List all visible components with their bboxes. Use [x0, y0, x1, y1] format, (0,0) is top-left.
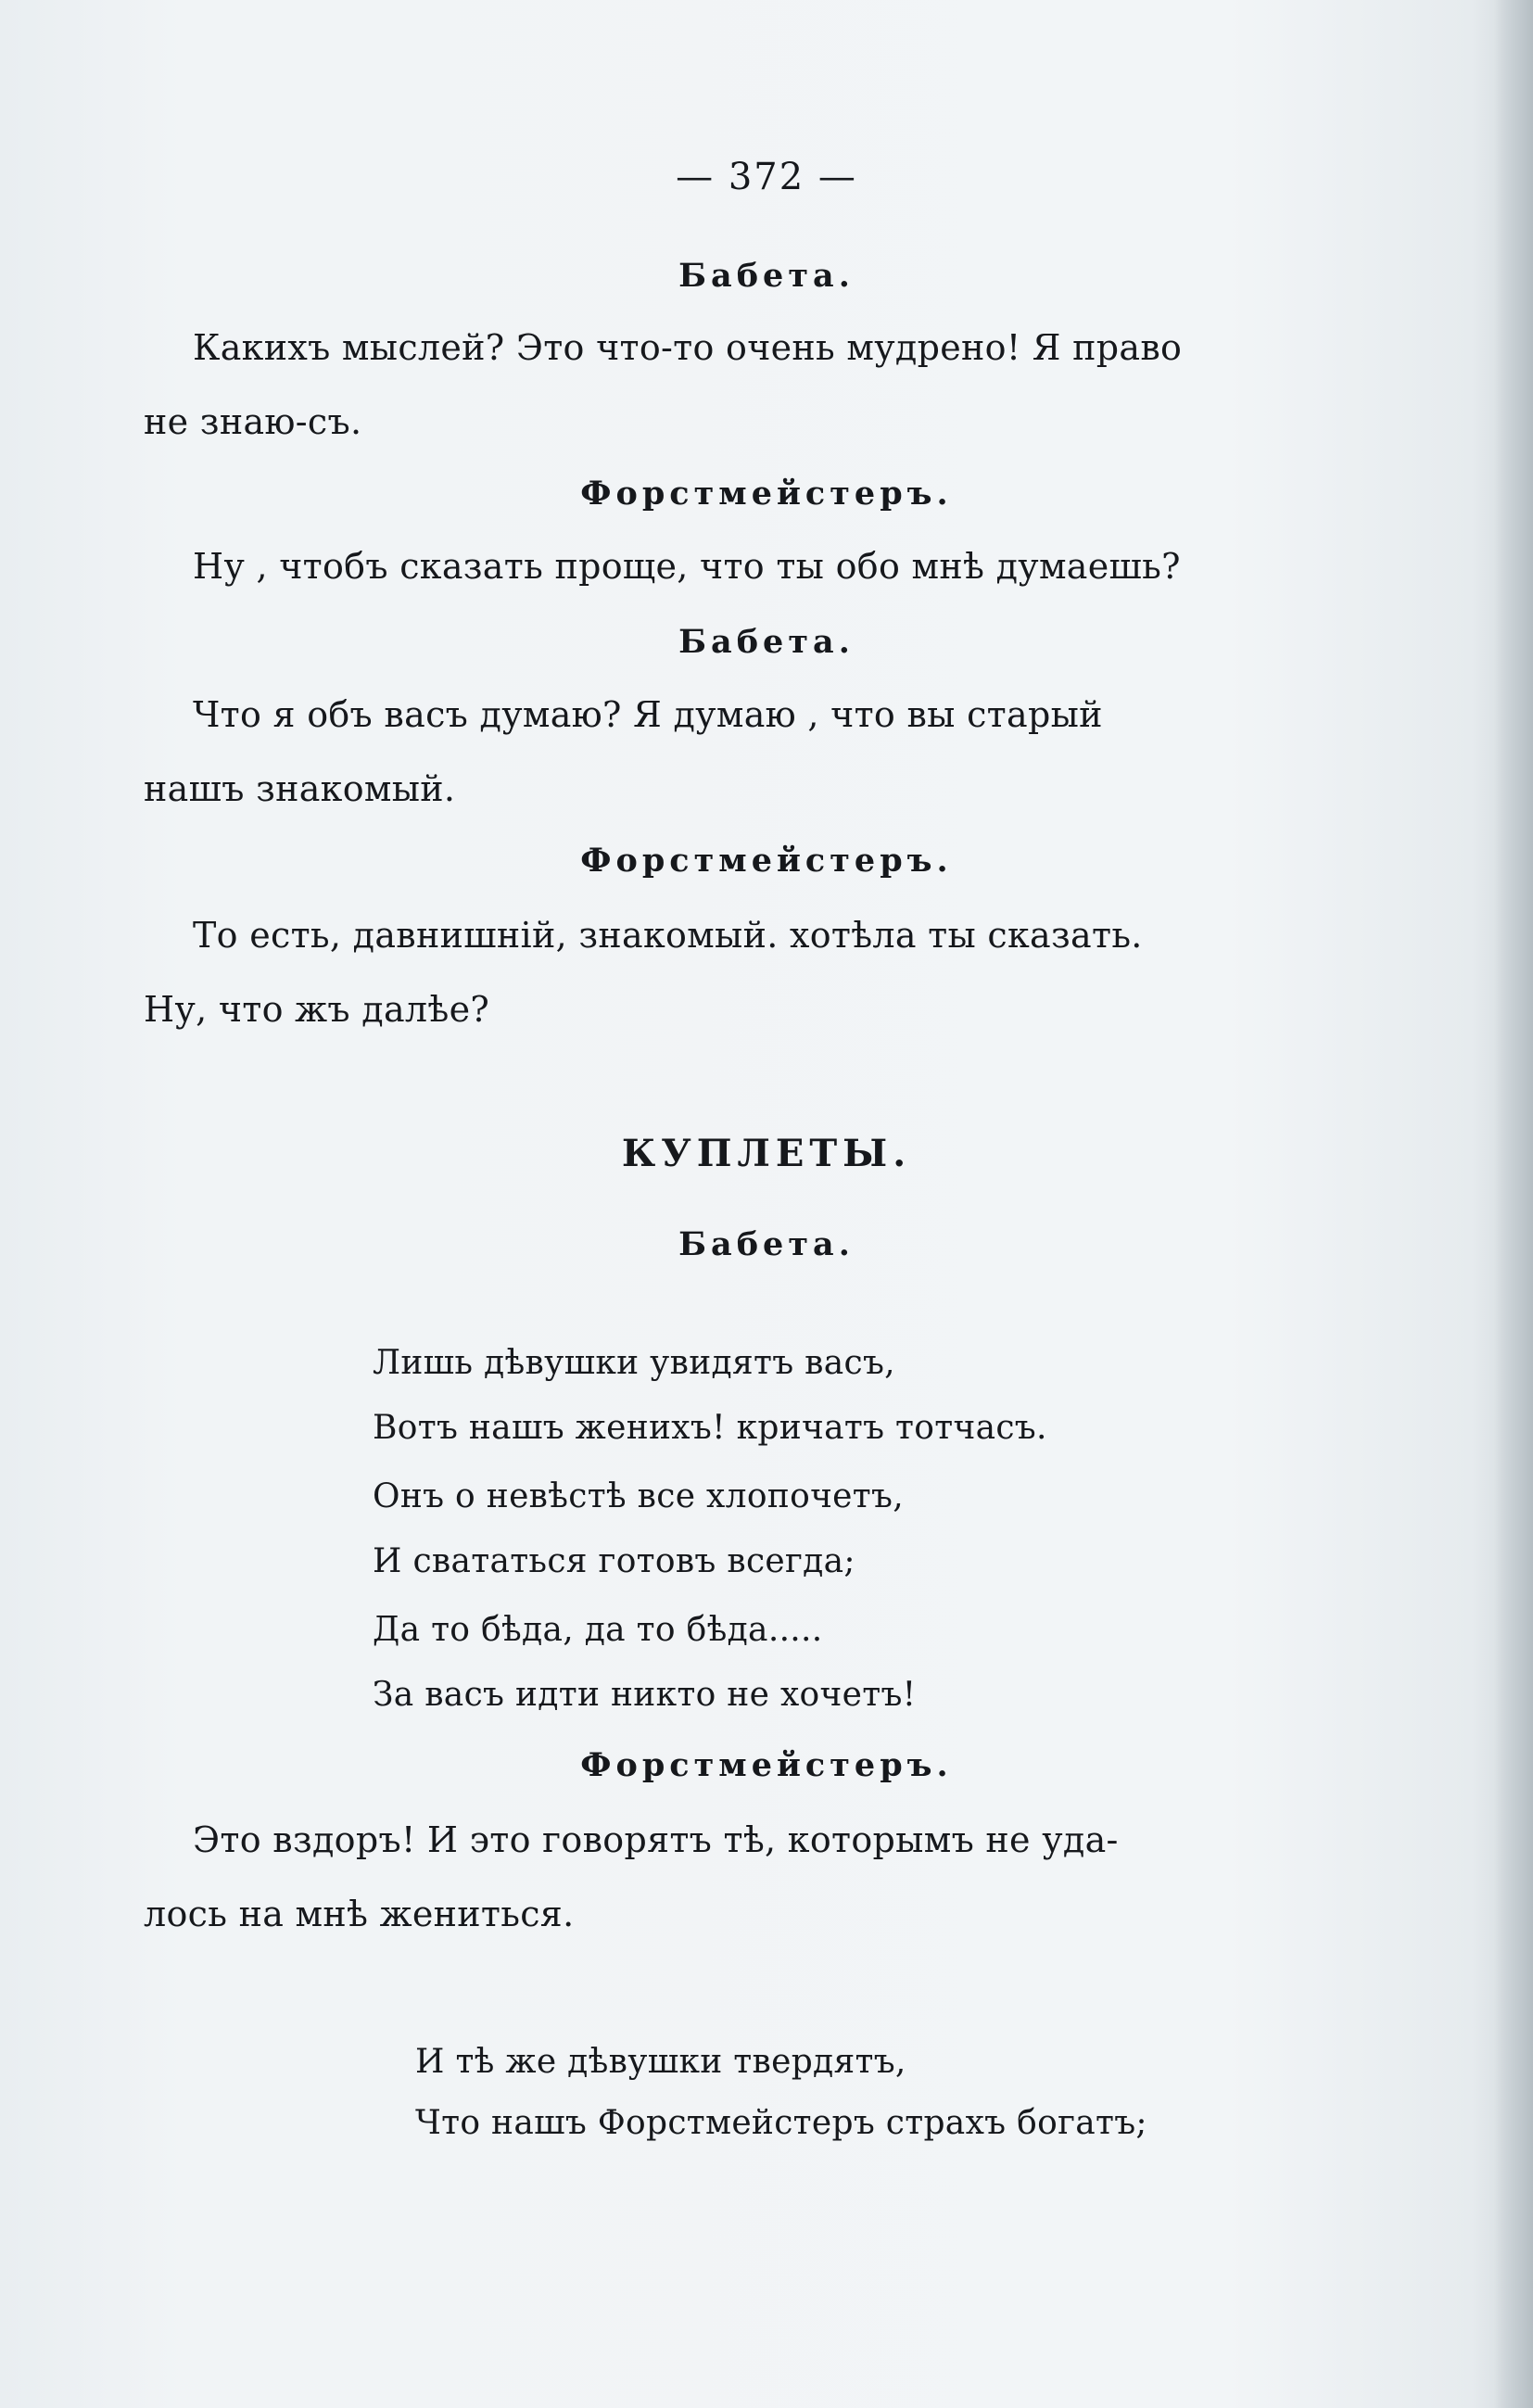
dialogue-line: Ну, что жъ далѣе?: [144, 989, 490, 1030]
page-edge-shadow: [1494, 0, 1533, 2408]
speaker-label: Форстмейстеръ.: [580, 475, 953, 513]
verse-line: И тѣ же дѣвушки твердятъ,: [415, 2043, 906, 2081]
verse-line: За васъ идти никто не хочетъ!: [373, 1676, 917, 1714]
speaker-label: Бабета.: [678, 1225, 855, 1263]
verse-line: Что нашъ Форстмейстеръ страхъ богатъ;: [415, 2104, 1147, 2142]
speaker-label: Бабета.: [678, 623, 855, 661]
verse-line: Онъ о невѣстѣ все хлопочетъ,: [373, 1477, 904, 1515]
dialogue-line: нашъ знакомый.: [144, 768, 456, 809]
section-title: КУПЛЕТЫ.: [621, 1132, 912, 1175]
page-number: — 372 —: [676, 156, 857, 198]
verse-line: И свататься готовъ всегда;: [373, 1542, 855, 1580]
verse-line: Да то бѣда, да то бѣда.....: [373, 1611, 823, 1649]
dialogue-line: То есть, давнишній, знакомый. хотѣла ты сказать.: [193, 915, 1143, 956]
dialogue-line: Какихъ мыслей? Это что-то очень мудрено! Я право: [193, 327, 1183, 368]
dialogue-line: не знаю-съ.: [144, 401, 362, 442]
verse-line: Вотъ нашъ женихъ! кричатъ тотчасъ.: [373, 1409, 1047, 1447]
dialogue-line: Что я объ васъ думаю? Я думаю , что вы старый: [193, 694, 1103, 735]
dialogue-line: Ну , чтобъ сказать проще, что ты обо мнѣ думаешь?: [193, 546, 1181, 587]
speaker-label: Форстмейстеръ.: [580, 842, 953, 880]
dialogue-line: лось на мнѣ жениться.: [144, 1894, 575, 1934]
speaker-label: Бабета.: [678, 257, 855, 295]
dialogue-line: Это вздоръ! И это говорятъ тѣ, которымъ не уда-: [193, 1819, 1119, 1860]
verse-line: Лишь дѣвушки увидятъ васъ,: [373, 1344, 895, 1382]
speaker-label: Форстмейстеръ.: [580, 1746, 953, 1784]
